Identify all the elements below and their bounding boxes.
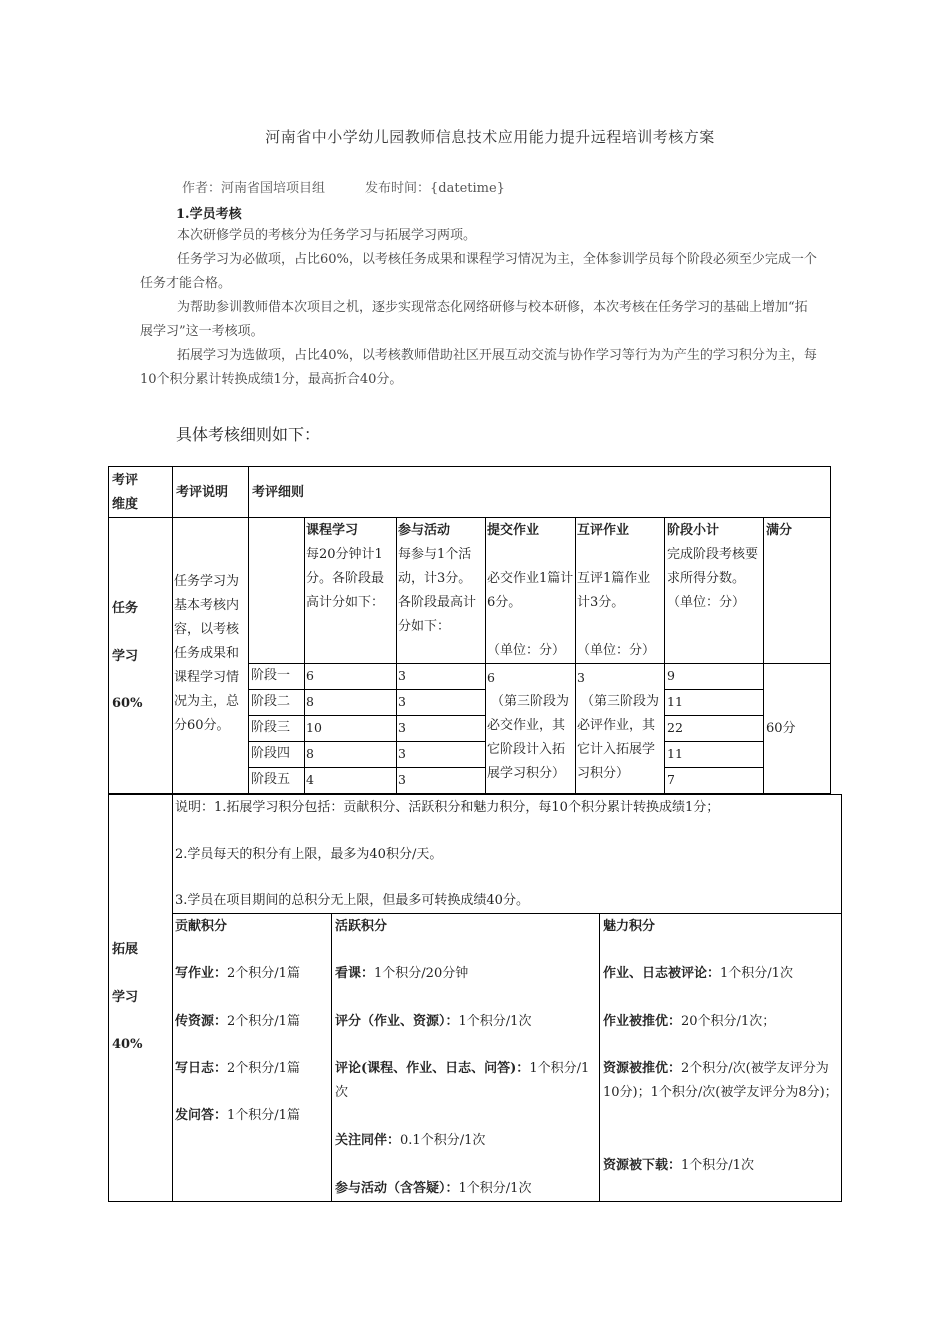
col-course-title: 课程学习 xyxy=(306,523,359,538)
charm-item xyxy=(603,1154,754,1178)
table-rule xyxy=(575,517,576,794)
charm-item xyxy=(603,1057,840,1105)
item-label: 写作业： xyxy=(175,966,228,981)
section-heading: 1.学员考核 xyxy=(176,207,242,222)
col-submit-unit: （单位：分） xyxy=(487,643,566,658)
task-dimension-name: 任务 xyxy=(112,601,139,616)
item-label: 关注同伴： xyxy=(335,1133,401,1148)
page-title: 河南省中小学幼儿园教师信息技术应用能力提升远程培训考核方案 xyxy=(265,128,715,146)
extend-note: 说明：1.拓展学习积分包括：贡献积分、活跃积分和魅力积分，每10个积分累计转换成绩1分； xyxy=(175,800,720,815)
stage-course-score: 10 xyxy=(306,720,322,735)
extend-weight: 40% xyxy=(112,1037,143,1052)
col-subtotal-title: 阶段小计 xyxy=(667,523,720,538)
publish-time: 发布时间：{datetime} xyxy=(365,181,505,196)
contribution-item xyxy=(175,1057,300,1081)
col-full-title: 满分 xyxy=(766,523,793,538)
charm-item xyxy=(603,962,793,986)
item-value: 1个积分/1次 xyxy=(458,1014,532,1029)
stage-activity-score: 3 xyxy=(398,720,406,735)
task-weight: 60% xyxy=(112,696,143,711)
paragraph: 任务学习为必做项，占比60%，以考核任务成果和课程学习情况为主，全体参训学员每个阶段必须至少完成一个任务才能合格。 xyxy=(140,252,817,291)
header-dimension: 维度 xyxy=(112,497,139,512)
table-rule xyxy=(664,767,763,768)
table-rule xyxy=(331,913,332,1202)
contribution-item xyxy=(175,1010,300,1034)
review-score: 3 xyxy=(577,670,585,685)
stage-name: 阶段一 xyxy=(251,668,291,683)
stage-course-score: 8 xyxy=(306,694,314,709)
stage-course-score: 6 xyxy=(306,668,314,683)
stage-name: 阶段五 xyxy=(251,772,291,787)
item-label: 评分（作业、资源）： xyxy=(335,1014,459,1029)
table-rule xyxy=(763,517,764,794)
active-item xyxy=(335,1129,485,1153)
item-value: 1个积分/20分钟 xyxy=(374,966,469,981)
item-label: 发问答： xyxy=(175,1108,228,1123)
active-title: 活跃积分 xyxy=(335,919,388,934)
table-rule xyxy=(664,517,665,794)
task-dimension-name: 学习 xyxy=(112,649,139,664)
table-rule xyxy=(396,517,397,794)
contribution-item xyxy=(175,1104,300,1128)
col-review-unit: （单位：分） xyxy=(577,643,656,658)
table-rule xyxy=(304,517,305,794)
item-label: 传资源： xyxy=(175,1014,228,1029)
col-course-desc: 每20分钟计1分。各阶段最高计分如下： xyxy=(306,547,385,610)
stage-name: 阶段四 xyxy=(251,746,291,761)
contribution-title: 贡献积分 xyxy=(175,919,228,934)
item-value: 1个积分/1次 xyxy=(681,1158,754,1173)
item-value: 2个积分/次(被学友评分为10分)；1个积分/次(被学友评分为8分)； xyxy=(603,1061,838,1100)
active-item xyxy=(335,1177,531,1201)
item-value: 2个积分/1篇 xyxy=(227,966,300,981)
stage-activity-score: 3 xyxy=(398,746,406,761)
item-label: 资源被推优： xyxy=(603,1061,682,1076)
review-note: （第三阶段为必评作业，其它计入拓展学习积分） xyxy=(577,694,660,781)
header-description: 考评说明 xyxy=(176,485,229,500)
item-label: 写日志： xyxy=(175,1061,228,1076)
col-activity-title: 参与活动 xyxy=(398,523,451,538)
stage-subtotal: 11 xyxy=(667,694,683,709)
item-label: 资源被下载： xyxy=(603,1158,682,1173)
table-rule xyxy=(172,466,173,794)
item-label: 参与活动（含答疑）： xyxy=(335,1181,459,1196)
table-rule xyxy=(108,517,831,518)
item-label: 作业被推优： xyxy=(603,1014,682,1029)
col-submit-title: 提交作业 xyxy=(487,523,540,538)
stage-course-score: 4 xyxy=(306,772,314,787)
item-value: 1个积分/1次 xyxy=(335,1061,590,1100)
table-rule xyxy=(599,913,600,1202)
table-rule xyxy=(485,517,486,794)
stage-subtotal: 7 xyxy=(667,772,675,787)
author: 作者：河南省国培项目组 xyxy=(182,181,326,196)
paragraph: 为帮助参训教师借本次项目之机，逐步实现常态化网络研修与校本研修，本次考核在任务学习的基础上增加“拓展学习”这一考核项。 xyxy=(140,300,808,339)
col-submit-desc: 必交作业1篇计6分。 xyxy=(487,571,574,610)
stage-activity-score: 3 xyxy=(398,694,406,709)
col-review-desc: 互评1篇作业计3分。 xyxy=(577,571,651,610)
full-score: 60分 xyxy=(766,721,796,736)
stage-subtotal: 11 xyxy=(667,746,683,761)
active-item xyxy=(335,962,468,986)
header-detail: 考评细则 xyxy=(252,485,305,500)
extend-note: 3.学员在项目期间的总积分无上限，但最多可转换成绩40分。 xyxy=(175,893,529,908)
charm-title: 魅力积分 xyxy=(603,919,656,934)
item-label: 评论(课程、作业、日志、问答)： xyxy=(335,1061,530,1076)
paragraph: 拓展学习为选做项，占比40%，以考核教师借助社区开展互动交流与协作学习等行为为产生的学习积分为主，每10个积分累计转换成绩1分，最高折合40分。 xyxy=(140,348,817,387)
table-rule xyxy=(172,794,173,1202)
task-description: 任务学习为基本考核内容，以考核任务成果和课程学习情况为主，总分60分。 xyxy=(174,574,240,733)
item-value: 1个积分/1次 xyxy=(720,966,793,981)
col-activity-desc: 每参与1个活动，计3分。各阶段最高计分如下： xyxy=(398,547,477,634)
extend-dimension-name: 学习 xyxy=(112,990,139,1005)
col-review-title: 互评作业 xyxy=(577,523,630,538)
item-value: 20个积分/1次； xyxy=(681,1014,776,1029)
active-item xyxy=(335,1057,597,1105)
item-value: 2个积分/1篇 xyxy=(227,1061,300,1076)
table-rule xyxy=(172,913,842,914)
table-lead: 具体考核细则如下： xyxy=(176,425,321,444)
table-rule xyxy=(248,663,831,664)
stage-subtotal: 9 xyxy=(667,668,675,683)
stage-course-score: 8 xyxy=(306,746,314,761)
extend-note: 2.学员每天的积分有上限，最多为40积分/天。 xyxy=(175,847,443,862)
submit-note: （第三阶段为必交作业，其它阶段计入拓展学习积分） xyxy=(487,694,570,781)
stage-name: 阶段二 xyxy=(251,694,291,709)
paragraph: 本次研修学员的考核分为任务学习与拓展学习两项。 xyxy=(177,228,477,243)
item-value: 2个积分/1篇 xyxy=(227,1014,300,1029)
stage-activity-score: 3 xyxy=(398,772,406,787)
item-label: 作业、日志被评论： xyxy=(603,966,721,981)
stage-activity-score: 3 xyxy=(398,668,406,683)
submit-score: 6 xyxy=(487,670,495,685)
item-label: 看课： xyxy=(335,966,375,981)
charm-item xyxy=(603,1010,775,1034)
extend-dimension-name: 拓展 xyxy=(112,942,139,957)
header-dimension: 考评 xyxy=(112,473,139,488)
active-item xyxy=(335,1010,531,1034)
contribution-item xyxy=(175,962,300,986)
item-value: 0.1个积分/1次 xyxy=(400,1133,486,1148)
stage-subtotal: 22 xyxy=(667,720,683,735)
col-subtotal-desc: 完成阶段考核要求所得分数。（单位：分） xyxy=(667,547,759,610)
stage-name: 阶段三 xyxy=(251,720,291,735)
table-rule xyxy=(248,466,249,794)
byline xyxy=(182,177,505,196)
item-value: 1个积分/1篇 xyxy=(227,1108,300,1123)
item-value: 1个积分/1次 xyxy=(458,1181,532,1196)
